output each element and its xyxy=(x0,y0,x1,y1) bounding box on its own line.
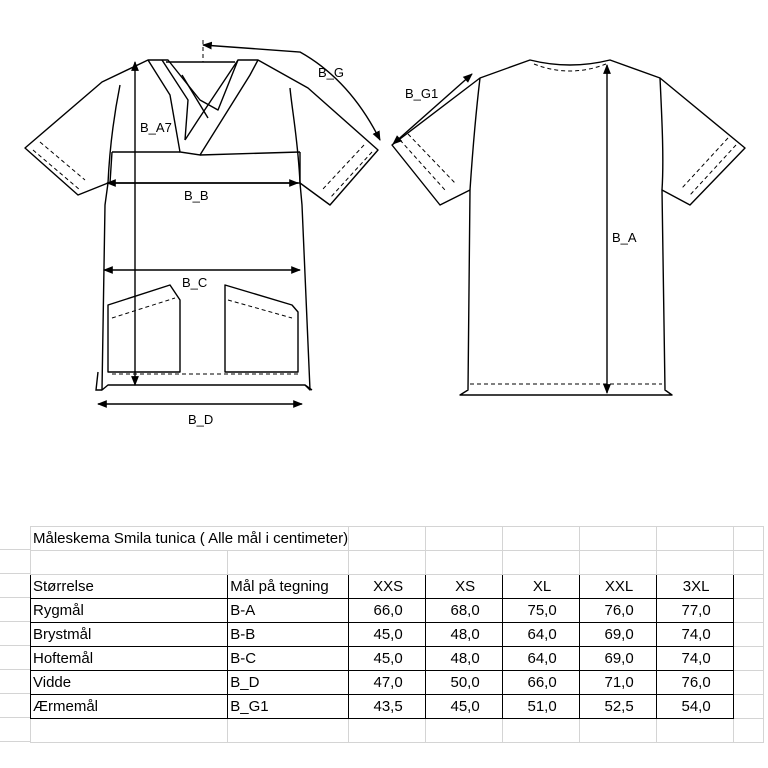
table-cell: Rygmål xyxy=(31,599,228,623)
table-row xyxy=(31,599,764,623)
table-cell: 76,0 xyxy=(657,671,734,695)
table-cell: B-B xyxy=(228,623,349,647)
label-b-a7: B_A7 xyxy=(140,120,172,135)
table-cell: 71,0 xyxy=(580,671,657,695)
table-row xyxy=(31,695,764,719)
table-cell: 74,0 xyxy=(657,647,734,671)
sheet-title: Måleskema Smila tunica ( Alle mål i centimeter) xyxy=(31,527,349,551)
table-cell: 77,0 xyxy=(657,599,734,623)
header-cell: XXS xyxy=(349,575,426,599)
table-cell: 66,0 xyxy=(503,671,580,695)
table-cell: 48,0 xyxy=(426,647,503,671)
label-b-g1: B_G1 xyxy=(405,86,439,101)
label-b-b: B_B xyxy=(184,188,209,203)
table-cell: 52,5 xyxy=(580,695,657,719)
table-cell: B-C xyxy=(228,647,349,671)
header-cell: Mål på tegning xyxy=(228,575,349,599)
header-cell: Størrelse xyxy=(31,575,228,599)
table-cell: 64,0 xyxy=(503,647,580,671)
table-row xyxy=(31,623,764,647)
label-b-g: B_G xyxy=(318,65,345,80)
table-cell: 45,0 xyxy=(426,695,503,719)
table-cell: 76,0 xyxy=(580,599,657,623)
back-view xyxy=(392,60,745,395)
front-view xyxy=(25,40,378,390)
table-cell: Ærmemål xyxy=(31,695,228,719)
table-row xyxy=(31,671,764,695)
table-cell: B_D xyxy=(228,671,349,695)
size-chart-sheet xyxy=(0,526,768,758)
header-row xyxy=(31,575,764,599)
table-cell: 64,0 xyxy=(503,623,580,647)
back-body-outline xyxy=(392,60,745,395)
table-cell: 66,0 xyxy=(349,599,426,623)
label-b-d: B_D xyxy=(188,412,214,427)
table-cell: Brystmål xyxy=(31,623,228,647)
table-cell: 47,0 xyxy=(349,671,426,695)
table-row xyxy=(31,647,764,671)
header-cell: XS xyxy=(426,575,503,599)
label-b-c: B_C xyxy=(182,275,208,290)
table-cell: 54,0 xyxy=(657,695,734,719)
header-cell: XL xyxy=(503,575,580,599)
table-cell: 45,0 xyxy=(349,623,426,647)
table-cell: 69,0 xyxy=(580,647,657,671)
table-cell: 51,0 xyxy=(503,695,580,719)
table-cell: 50,0 xyxy=(426,671,503,695)
header-cell: XXL xyxy=(580,575,657,599)
table-cell: Vidde xyxy=(31,671,228,695)
table-cell: 69,0 xyxy=(580,623,657,647)
table-cell: B-A xyxy=(228,599,349,623)
table-cell: 75,0 xyxy=(503,599,580,623)
header-cell: 3XL xyxy=(657,575,734,599)
table-cell: 68,0 xyxy=(426,599,503,623)
front-body-outline xyxy=(25,60,378,390)
table-cell: 43,5 xyxy=(349,695,426,719)
table-cell: 48,0 xyxy=(426,623,503,647)
size-chart-table xyxy=(30,526,764,743)
table-cell: B_G1 xyxy=(228,695,349,719)
table-cell: 74,0 xyxy=(657,623,734,647)
table-cell: 45,0 xyxy=(349,647,426,671)
table-cell: Hoftemål xyxy=(31,647,228,671)
label-b-a: B_A xyxy=(612,230,637,245)
